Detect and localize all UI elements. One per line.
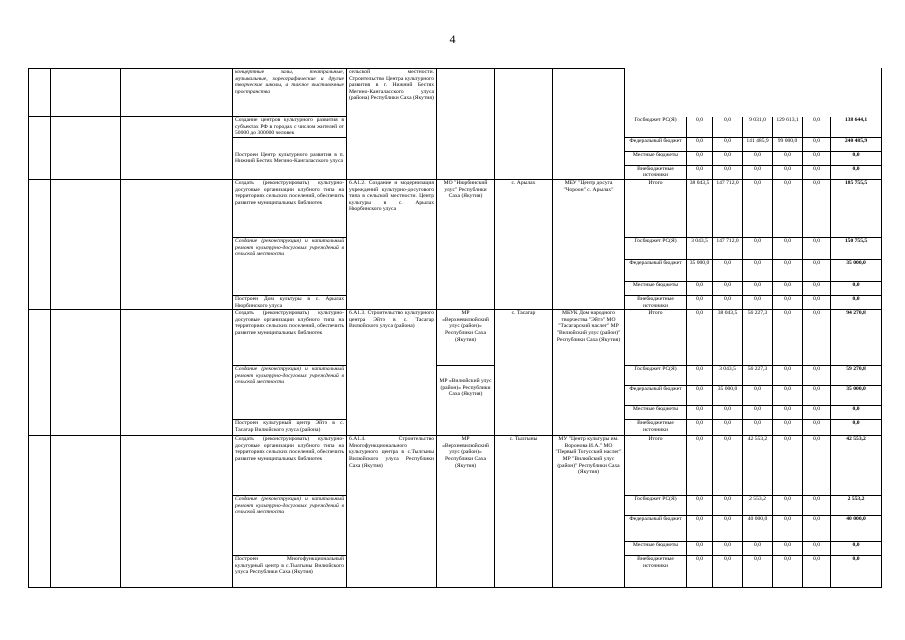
finance-value: 129 613,1 [773,117,803,138]
finance-value: 0,0 [773,420,803,436]
empty-cell [121,310,233,436]
finance-source [625,179,687,237]
finance-total: 138 644,1 [831,117,882,138]
empty-cell [625,69,882,117]
finance-value: 0,0 [803,516,831,542]
finance-value: 35 000,0 [687,259,713,281]
finance-total: 0,0 [831,542,882,556]
finance-value: 0,0 [773,386,803,406]
finance-source-label: Местные бюджеты [632,542,679,549]
finance-value: 0,0 [713,496,743,516]
finance-value: 0,0 [773,436,803,496]
finance-source [625,137,687,151]
empty-cell [29,310,51,436]
finance-value: 0,0 [803,165,831,179]
finance-total: 40 000,0 [831,516,882,542]
empty-cell [29,69,51,117]
spacer [439,366,492,378]
finance-value: 0,0 [687,295,713,309]
finance-value: 0,0 [773,295,803,309]
finance-value: 0,0 [687,420,713,436]
finance-source [625,516,687,542]
goal-cell [233,496,347,556]
event-text: сельской местности. Строительство Центра культурного развития в г. Нижний Бестях Мегино-Кангаласского улуса (района) Республики Саха (Якутия) [349,69,434,102]
empty-cell [29,179,51,309]
empty-cell [437,69,495,180]
finance-value: 0,0 [713,420,743,436]
finance-source-label: Итого [648,310,663,317]
finance-value: 0,0 [743,542,773,556]
finance-value: 0,0 [687,556,713,588]
event-text: 6.А1.4. Строительство Многофункционального культурного центра в с.Тылгыны Вилюйского улуса Республики Саха (Якутия) [349,436,434,469]
page-number: 4 [449,32,456,46]
finance-value: 0,0 [773,179,803,237]
finance-source-label: Внебюджетные источники [637,420,674,433]
finance-value: 0,0 [803,496,831,516]
finance-value: 0,0 [687,386,713,406]
event-cell [347,310,437,436]
finance-value: 0,0 [687,436,713,496]
finance-value: 0,0 [803,295,831,309]
finance-value: 0,0 [803,420,831,436]
empty-cell [51,179,121,309]
finance-value: 0,0 [773,366,803,386]
finance-source-label: Местные бюджеты [632,151,679,158]
finance-value: 0,0 [803,179,831,237]
empty-cell [29,117,51,180]
finance-source [625,542,687,556]
goal-text: концертные залы, театральные, музыкальные, хореографические и другие творческие школы, а также выставочные пространства [235,69,344,95]
executor-text: МР «Верхневилюйский улус (район)» Республики Саха (Якутия) [442,310,489,343]
finance-value: 0,0 [687,516,713,542]
goal-text: Построен Дом культуры в с. Арылах Нюрбинского улуса [235,295,344,309]
event-cell [347,69,437,180]
finance-value: 0,0 [803,366,831,386]
finance-value: 0,0 [803,556,831,588]
finance-source-label: Госбюджет РС(Я) [634,117,677,123]
finance-value: 0,0 [687,117,713,138]
goal-cell [233,179,347,237]
location-cell [495,436,553,588]
location-text: с. Тасагар [511,310,536,317]
finance-value: 0,0 [687,281,713,295]
finance-value: 3 043,5 [687,237,713,259]
institution-text: МБУ "Центр досуга "Чороон" с. Арылах" [563,179,614,193]
location-text: с. Арылах [511,179,536,186]
finance-source-label: Местные бюджеты [632,406,679,413]
finance-value: 0,0 [687,406,713,420]
finance-source-label: Госбюджет РС(Я) [634,496,677,503]
finance-total: 0,0 [831,165,882,179]
goal-cell [233,310,347,366]
finance-value: 0,0 [743,259,773,281]
finance-value: 0,0 [713,516,743,542]
empty-cell [553,69,625,180]
finance-source-label: Итого [648,436,663,443]
location-cell [495,310,553,436]
goal-cell [233,420,347,436]
finance-source-label: Внебюджетные источники [637,165,674,179]
finance-value: 0,0 [743,165,773,179]
executor-text: МО "Нюрбинский улус" Республики Саха (Якутия) [443,179,488,200]
goal-text: Создать (реконструировать) культурно-досуговые организации клубного типа на территориях сельских поселений, обеспечить развитие муниципальных библиотек [235,310,344,336]
empty-cell [121,69,233,117]
finance-value: 0,0 [803,259,831,281]
finance-value: 0,0 [687,542,713,556]
finance-value: 0,0 [743,151,773,165]
goal-text: Создать (реконструировать) культурно-досуговые организации клубного типа на территориях сельских поселений, обеспечить развитие муниципальных библиотек [235,436,344,462]
goal-cell [233,436,347,496]
finance-total: 42 553,2 [831,436,882,496]
goal-text: Создание центров культурного развития в субъектах РФ в городах с числом жителей от 50000 до 300000 человек [235,117,344,137]
institution-cell [553,179,625,309]
finance-value: 35 000,0 [713,386,743,406]
goal-text: Построен Многофункциональный культурный центр в с.Тылгыны Вилюйского улуса Республики Саха (Якутия) [235,556,344,576]
finance-value: 0,0 [687,165,713,179]
finance-value: 0,0 [803,310,831,366]
finance-value: 0,0 [687,137,713,151]
finance-total: 59 270,8 [831,366,882,386]
finance-value: 0,0 [773,556,803,588]
empty-cell [51,436,121,588]
finance-total: 0,0 [831,556,882,588]
finance-value: 0,0 [773,165,803,179]
location-cell [495,179,553,309]
finance-value: 0,0 [713,556,743,588]
goal-cell [233,237,347,295]
goal-cell [233,117,347,138]
finance-value: 0,0 [803,542,831,556]
finance-value: 0,0 [713,151,743,165]
goal-text: Построен культурный центр Эйтэ в с. Тасагар Вилюйского улуса (района) [235,420,344,433]
empty-cell [121,436,233,588]
finance-value: 0,0 [687,151,713,165]
empty-cell [51,310,121,436]
finance-value: 3 043,5 [713,366,743,386]
finance-value: 0,0 [713,137,743,151]
finance-value: 0,0 [713,281,743,295]
finance-source [625,259,687,281]
finance-source [625,165,687,179]
empty-cell [51,69,121,117]
finance-value: 0,0 [713,259,743,281]
finance-source [625,556,687,588]
empty-cell [121,117,233,180]
finance-value: 0,0 [773,406,803,420]
finance-value: 0,0 [743,420,773,436]
finance-total: 0,0 [831,281,882,295]
finance-value: 42 553,2 [743,436,773,496]
finance-total: 35 000,0 [831,259,882,281]
finance-total: 35 000,0 [831,386,882,406]
finance-total: 185 755,5 [831,179,882,237]
finance-total: 0,0 [831,151,882,165]
finance-total: 0,0 [831,295,882,309]
finance-value: 0,0 [713,436,743,496]
empty-cell [51,117,121,180]
finance-total: 2 553,2 [831,496,882,516]
finance-value: 56 227,3 [743,366,773,386]
finance-source [625,117,687,138]
finance-source-label: Итого [648,179,663,186]
empty-cell [121,179,233,309]
finance-source [625,151,687,165]
finance-source-label: Госбюджет РС(Я) [634,237,677,244]
finance-value: 147 712,0 [713,237,743,259]
finance-value: 0,0 [773,516,803,542]
finance-value: 0,0 [713,295,743,309]
finance-value: 0,0 [713,406,743,420]
empty-cell [495,69,553,180]
finance-value: 0,0 [713,165,743,179]
finance-value: 0,0 [773,542,803,556]
finance-value: 0,0 [803,117,831,138]
location-text: с. Тылгыны [509,436,538,443]
finance-source [625,406,687,420]
goal-cell [233,69,347,117]
finance-value: 99 000,0 [773,137,803,151]
finance-source [625,436,687,496]
finance-value: 38 043,5 [687,179,713,237]
finance-source [625,496,687,516]
finance-value: 40 000,0 [743,516,773,542]
finance-value: 0,0 [687,310,713,366]
finance-value: 141 485,9 [743,137,773,151]
institution-text: МУ "Центр культуры им. Воронова И.А." МО "Первый Тогусский наслег" МР "Вилюйский улус (район)" Республики Саха (Якутия) [555,436,622,476]
finance-value: 0,0 [773,151,803,165]
finance-value: 0,0 [773,496,803,516]
finance-source [625,310,687,366]
finance-source-label: Федеральный бюджет [629,137,682,144]
goal-text: Создать (реконструировать) культурно-досуговые организации клубного типа на территориях сельских поселений, обеспечить развитие муниципальных библиотек [235,179,344,206]
institution-cell [553,436,625,588]
program-table [28,68,882,588]
institution-text: МБУК Дом народного творчества "Эйтэ" МО "Тасагарский наслег" МР "Вилюйский улус (район)" Республики Саха (Якутия) [556,310,621,343]
goal-cell [233,556,347,588]
finance-value: 0,0 [803,151,831,165]
finance-value: 0,0 [773,237,803,259]
goal-cell [233,151,347,179]
finance-value: 0,0 [687,496,713,516]
goal-cell [233,366,347,420]
finance-value: 38 043,5 [713,310,743,366]
event-cell [347,179,437,309]
finance-value: 0,0 [713,542,743,556]
finance-source [625,237,687,259]
finance-value: 0,0 [743,406,773,420]
finance-value: 0,0 [773,310,803,366]
empty-cell [29,436,51,588]
goal-text: Создание (реконструкция) и капитальный ремонт культурно-досуговых учреждений в сельской местности [235,496,344,516]
executor-cell [437,310,495,366]
finance-value: 56 227,3 [743,310,773,366]
finance-value: 0,0 [687,366,713,386]
event-cell [347,436,437,588]
goal-cell [233,295,347,309]
finance-value: 0,0 [773,281,803,295]
finance-value: 2 553,2 [743,496,773,516]
finance-value: 0,0 [803,281,831,295]
institution-cell [553,310,625,436]
finance-value: 0,0 [743,556,773,588]
event-text: 6.А1.2. Создание и модернизация учреждений культурно-досугового типа в сельской местности. Центр культуры в с. Арылах Нюрбинского улуса [349,179,434,213]
finance-value: 0,0 [803,237,831,259]
executor-cell [437,436,495,588]
finance-source [625,420,687,436]
finance-source [625,366,687,386]
goal-text: Построен Центр культурного развития в п. Нижний Бестях Мегино-Кангаласского улуса [235,151,344,165]
empty-cell [233,137,347,151]
finance-value: 0,0 [803,436,831,496]
finance-source-label: Госбюджет РС(Я) [634,366,677,373]
finance-value: 0,0 [803,137,831,151]
finance-source [625,281,687,295]
finance-total: 240 485,9 [831,137,882,151]
finance-source-label: Внебюджетные источники [637,556,674,569]
finance-value: 0,0 [803,406,831,420]
finance-total: 0,0 [831,406,882,420]
finance-value: 0,0 [713,117,743,138]
finance-value: 0,0 [743,179,773,237]
finance-total: 94 270,8 [831,310,882,366]
executor-cell [437,366,495,436]
executor-cell [437,179,495,309]
finance-source [625,386,687,406]
finance-value: 147 712,0 [713,179,743,237]
goal-text: Создание (реконструкция) и капитальный ремонт культурно-досуговых учреждений в сельской местности [235,366,344,386]
finance-total: 0,0 [831,420,882,436]
finance-value: 0,0 [743,237,773,259]
event-text: 6.А1.3. Строительство культурного центра Эйтэ в с. Тасагар Вилюйского улуса (района) [349,310,434,330]
finance-value: 0,0 [803,386,831,406]
finance-source-label: Внебюджетные источники [637,295,674,309]
finance-source-label: Местные бюджеты [632,281,679,288]
finance-value: 9 031,0 [743,117,773,138]
goal-text: Создание (реконструкция) и капитальный ремонт культурно-досуговых учреждений в сельской местности [235,237,344,258]
finance-value: 0,0 [773,259,803,281]
finance-source-label: Федеральный бюджет [629,516,682,523]
finance-value: 0,0 [743,386,773,406]
finance-value: 0,0 [743,281,773,295]
finance-source-label: Федеральный бюджет [629,259,682,266]
finance-value: 0,0 [743,295,773,309]
executor-text: МР «Вилюйский улус (район)» Республики Саха (Якутия) [439,378,492,398]
finance-total: 150 755,5 [831,237,882,259]
finance-source-label: Федеральный бюджет [629,386,682,393]
executor-text: МР «Верхневилюйский улус (район)» Республики Саха (Якутия) [442,436,489,469]
finance-source [625,295,687,309]
